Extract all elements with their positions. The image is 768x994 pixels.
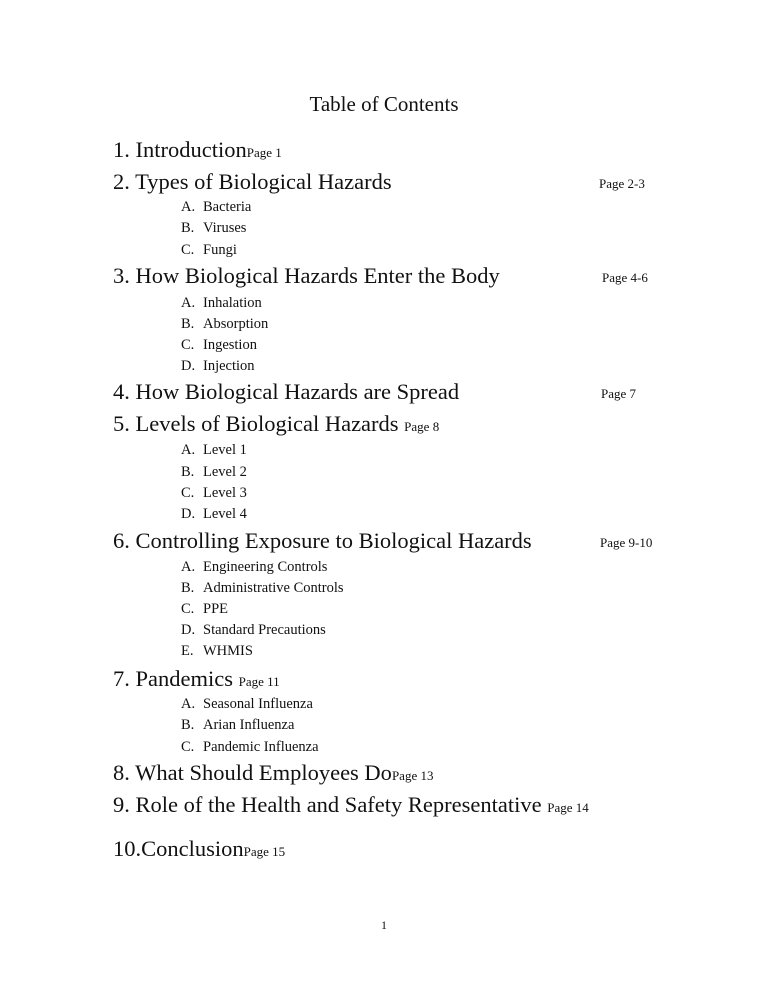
section-page: Page 2-3 [599,176,645,191]
list-item: C. Fungi [181,242,237,258]
toc-section-10 [113,838,285,861]
list-item: B. Administrative Controls [181,580,344,596]
list-item: A. Bacteria [181,199,252,215]
list-item: A. Level 1 [181,442,247,458]
section-page: Page 14 [547,800,589,815]
section-page: Page 9-10 [600,535,653,550]
section-label: 1. Introduction [113,137,247,162]
section-label: 3. How Biological Hazards Enter the Body [113,263,500,288]
section-page: Page 13 [391,768,434,783]
toc-section-6 [113,530,532,553]
section-page: Page 8 [404,419,440,434]
section-label: 10.Conclusion [113,836,244,861]
list-item: C. Level 3 [181,485,247,501]
list-item: D. Level 4 [181,506,247,522]
section-label: 8. What Should Employees Do [113,760,392,785]
section-page: Page 7 [601,386,637,401]
toc-section-5 [113,413,439,436]
list-item: A. Seasonal Influenza [181,696,313,712]
section-label: 2. Types of Biological Hazards [113,169,392,194]
list-item: E. WHMIS [181,643,253,659]
section-page: Page 15 [243,844,286,859]
section-label: 9. Role of the Health and Safety Representative [113,792,542,817]
list-item: D. Injection [181,358,255,374]
list-item: B. Arian Influenza [181,717,295,733]
list-item: C. PPE [181,601,228,617]
toc-section-8 [113,762,433,785]
page-title: Table of Contents [309,92,459,116]
list-item: C. Ingestion [181,337,257,353]
list-item: B. Level 2 [181,464,247,480]
toc-section-2 [113,171,392,194]
list-item: D. Standard Precautions [181,622,326,638]
toc-section-7 [113,668,280,691]
section-label: 7. Pandemics [113,666,233,691]
toc-section-4 [113,381,459,404]
toc-section-9 [113,794,589,817]
section-page: Page 4-6 [602,270,648,285]
toc-section-3 [113,265,500,288]
section-label: 6. Controlling Exposure to Biological Hazards [113,528,532,553]
section-page: Page 11 [238,674,280,689]
list-item: B. Absorption [181,316,269,332]
list-item: C. Pandemic Influenza [181,739,319,755]
list-item: A. Engineering Controls [181,559,328,575]
section-label: 5. Levels of Biological Hazards [113,411,399,436]
toc-section-1 [113,139,282,162]
section-label: 4. How Biological Hazards are Spread [113,379,460,404]
section-page: Page 1 [246,145,282,160]
page-number: 1 [381,918,387,932]
list-item: B. Viruses [181,220,247,236]
list-item: A. Inhalation [181,295,262,311]
